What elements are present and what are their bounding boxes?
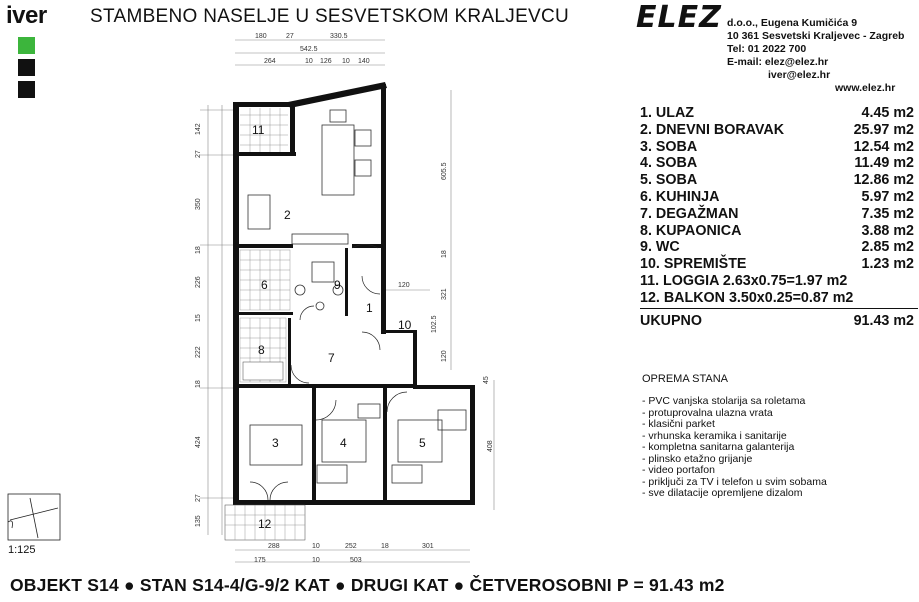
- room-row: [640, 172, 914, 189]
- equipment-item: - priključi za TV i telefon u svim sobama: [642, 475, 827, 488]
- company-city: 10 361 Sesvetski Kraljevec - Zagreb: [727, 30, 905, 42]
- dim-label: 120: [398, 282, 410, 289]
- scale-label: 1:125: [8, 544, 36, 556]
- room-number: 11: [252, 123, 265, 137]
- dim-label: 126: [320, 58, 332, 65]
- dim-label: 330.5: [330, 33, 348, 40]
- room-row: [640, 139, 914, 156]
- room-row: [640, 122, 914, 139]
- room-row: [640, 239, 914, 256]
- room-label: 10. SPREMIŠTE: [640, 256, 747, 273]
- equipment-item: - video portafon: [642, 464, 715, 476]
- dim-label: 226: [195, 276, 202, 288]
- dim-label: 27: [195, 494, 202, 502]
- total-divider: [640, 308, 918, 309]
- dim-label: 264: [264, 58, 276, 65]
- brand-logo: iver: [6, 2, 47, 29]
- room-label: 9. WC: [640, 239, 680, 256]
- room-label: 2. DNEVNI BORAVAK: [640, 121, 785, 138]
- room-area: 12.54 m2: [853, 138, 914, 155]
- dim-label: 542.5: [300, 46, 318, 53]
- room-numbers: [252, 123, 426, 531]
- room-row: [640, 223, 914, 240]
- room-number: 10: [398, 318, 412, 332]
- dim-label: 18: [195, 246, 202, 254]
- total-label: UKUPNO: [640, 313, 702, 329]
- room-row: [640, 155, 914, 172]
- room-number: 3: [272, 436, 279, 450]
- dim-label: 18: [381, 543, 389, 550]
- room-number: 1: [366, 301, 373, 315]
- room-label: 11. LOGGIA 2.63x0.75=1.97 m2: [640, 272, 848, 289]
- furniture: [248, 110, 466, 483]
- company-address: d.o.o., Eugena Kumičića 9: [727, 17, 858, 29]
- equipment-item: - klasični parket: [642, 418, 715, 430]
- elez-logo: ELEZ: [636, 0, 722, 35]
- orientation-icon: [8, 494, 60, 540]
- dim-label: 102.5: [431, 315, 438, 333]
- dim-label: 120: [441, 350, 448, 362]
- dim-label: 10: [342, 58, 350, 65]
- dim-label: 503: [350, 557, 362, 564]
- equipment-item: - sve dilatacije opremljene dizalom: [642, 487, 803, 499]
- room-row: [640, 206, 914, 223]
- room-area: 7.35 m2: [861, 205, 914, 222]
- equipment-item: - protuprovalna ulazna vrata: [642, 406, 773, 419]
- room-number: 7: [328, 351, 335, 365]
- dim-label: 222: [195, 346, 202, 358]
- room-number: 4: [340, 436, 347, 450]
- room-area-table: [640, 105, 914, 307]
- equipment-list: [642, 396, 827, 500]
- dim-label: 10: [305, 58, 313, 65]
- room-label: 12. BALKON 3.50x0.25=0.87 m2: [640, 289, 854, 306]
- footer-summary: OBJEKT S14 ● STAN S14-4/G-9/2 KAT ● DRUGI KAT ● ČETVEROSOBNI P = 91.43 m2: [10, 575, 725, 595]
- equipment-title: OPREMA STANA: [642, 373, 728, 385]
- dim-label: 180: [255, 33, 267, 40]
- dim-label: 252: [345, 543, 357, 550]
- dim-label: 321: [441, 288, 448, 300]
- dim-label: 605.5: [441, 162, 448, 180]
- room-row: [640, 256, 914, 273]
- room-area: 25.97 m2: [853, 121, 914, 138]
- dim-label: 142: [195, 123, 202, 135]
- room-area: 11.49 m2: [854, 155, 914, 172]
- dim-label: 27: [286, 33, 294, 40]
- room-number: 5: [419, 436, 426, 450]
- room-number: 8: [258, 343, 265, 357]
- room-number: 2: [284, 208, 291, 222]
- total-area: 91.43 m2: [853, 313, 914, 329]
- company-email[interactable]: E-mail: elez@elez.hr: [727, 56, 829, 68]
- room-row: [640, 290, 914, 307]
- room-area: 2.85 m2: [861, 239, 914, 256]
- dim-label: 18: [195, 380, 202, 388]
- dim-label: 18: [441, 250, 448, 258]
- dim-label: 424: [195, 436, 202, 448]
- company-phone: Tel: 01 2022 700: [727, 43, 807, 55]
- dim-label: 140: [358, 58, 370, 65]
- room-row: [640, 273, 914, 290]
- dim-label: 408: [487, 440, 494, 452]
- room-row: [640, 105, 914, 122]
- page-title: STAMBENO NASELJE U SESVETSKOM KRALJEVCU: [90, 6, 570, 27]
- room-label: 8. KUPAONICA: [640, 222, 742, 239]
- equipment-item: - PVC vanjska stolarija sa roletama: [642, 395, 806, 407]
- total-row: [640, 313, 914, 329]
- company-website[interactable]: www.elez.hr: [835, 82, 896, 94]
- room-area: 3.88 m2: [861, 222, 914, 239]
- dim-label: 10: [312, 557, 320, 564]
- equipment-item: - vrhunska keramika i sanitarije: [642, 429, 787, 442]
- room-area: 4.45 m2: [861, 105, 914, 121]
- room-area: 12.86 m2: [853, 172, 914, 189]
- equipment-item: - kompletna sanitarna galanterija: [642, 441, 795, 453]
- dim-label: 135: [195, 515, 202, 527]
- company-email-2[interactable]: iver@elez.hr: [768, 69, 831, 81]
- room-number: 6: [261, 278, 268, 292]
- room-number: 12: [258, 517, 272, 531]
- room-label: 1. ULAZ: [640, 105, 695, 121]
- room-label: 4. SOBA: [640, 155, 698, 172]
- dim-label: 350: [195, 198, 202, 210]
- dim-label: 10: [312, 543, 320, 550]
- room-area: 1.23 m2: [861, 256, 914, 273]
- room-label: 3. SOBA: [640, 138, 698, 155]
- dim-label: 15: [195, 314, 202, 322]
- dim-label: 27: [195, 150, 202, 158]
- room-label: 7. DEGAŽMAN: [640, 205, 739, 222]
- room-row: [640, 189, 914, 206]
- equipment-item: - plinsko etažno grijanje: [642, 452, 753, 465]
- room-label: 5. SOBA: [640, 172, 698, 189]
- room-label: 6. KUHINJA: [640, 188, 720, 205]
- dim-label: 175: [254, 557, 266, 564]
- room-area: 5.97 m2: [861, 188, 914, 205]
- dim-label: 45: [483, 376, 490, 384]
- dim-label: 301: [422, 543, 434, 550]
- room-number: 9: [334, 278, 341, 292]
- dim-label: 288: [268, 543, 280, 550]
